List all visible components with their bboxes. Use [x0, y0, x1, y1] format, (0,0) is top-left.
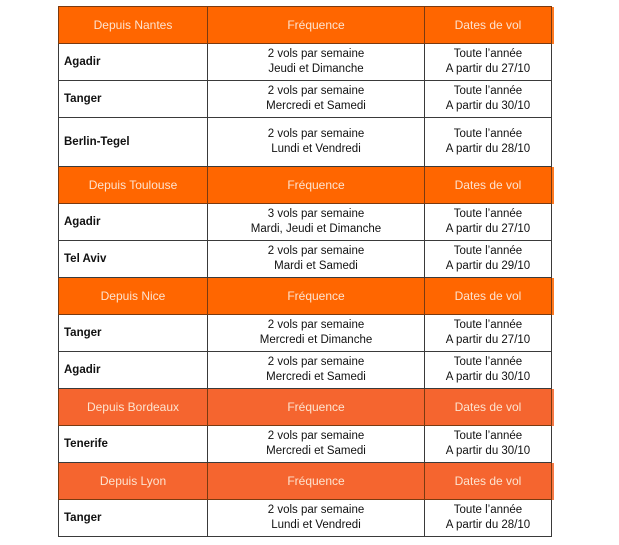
frequency-count: 2 vols par semaine [267, 356, 365, 368]
dates-cell [425, 118, 552, 167]
table-row [59, 315, 552, 352]
origin-header: Depuis Nice [59, 278, 208, 315]
frequency-days: Lundi et Vendredi [271, 519, 361, 531]
frequency-days: Mercredi et Samedi [266, 100, 366, 112]
table-row [59, 426, 552, 463]
table-row [59, 81, 552, 118]
dates-start: A partir du 30/10 [445, 100, 531, 112]
frequency-days: Lundi et Vendredi [271, 143, 361, 155]
frequency-cell [208, 315, 425, 352]
dates-header: Dates de vol [425, 463, 552, 500]
origin-header: Depuis Lyon [59, 463, 208, 500]
dates-start: A partir du 29/10 [445, 260, 531, 272]
dates-period: Toute l’année [453, 85, 523, 97]
dates-cell [425, 241, 552, 278]
destination-cell: Agadir [59, 352, 208, 389]
origin-header: Depuis Nantes [59, 7, 208, 44]
frequency-count: 2 vols par semaine [267, 245, 365, 257]
dates-period: Toute l’année [453, 245, 523, 257]
dates-cell [425, 426, 552, 463]
frequency-days: Mercredi et Samedi [266, 371, 366, 383]
frequency-days: Mardi et Samedi [274, 260, 358, 272]
flight-schedule-table-container [58, 6, 552, 537]
dates-cell [425, 81, 552, 118]
dates-header: Dates de vol [425, 7, 552, 44]
frequency-cell [208, 426, 425, 463]
dates-start: A partir du 27/10 [445, 223, 531, 235]
frequency-count: 2 vols par semaine [267, 430, 365, 442]
destination-cell: Tanger [59, 315, 208, 352]
frequency-count: 3 vols par semaine [267, 208, 365, 220]
dates-period: Toute l’année [453, 48, 523, 60]
frequency-header: Fréquence [208, 463, 425, 500]
dates-header: Dates de vol [425, 389, 552, 426]
table-row [59, 204, 552, 241]
section-header-lyon [59, 463, 552, 500]
dates-header: Dates de vol [425, 278, 552, 315]
dates-start: A partir du 27/10 [445, 334, 531, 346]
section-header-toulouse [59, 167, 552, 204]
frequency-count: 2 vols par semaine [267, 504, 365, 516]
frequency-days: Mardi, Jeudi et Dimanche [250, 223, 382, 235]
frequency-header: Fréquence [208, 167, 425, 204]
origin-header: Depuis Bordeaux [59, 389, 208, 426]
frequency-cell [208, 81, 425, 118]
frequency-count: 2 vols par semaine [267, 48, 365, 60]
dates-start: A partir du 30/10 [445, 445, 531, 457]
dates-cell [425, 315, 552, 352]
dates-period: Toute l’année [453, 208, 523, 220]
dates-period: Toute l’année [453, 430, 523, 442]
destination-cell: Berlin-Tegel [59, 118, 208, 167]
frequency-cell [208, 241, 425, 278]
table-row [59, 118, 552, 167]
flight-schedule-table [58, 6, 552, 537]
frequency-header: Fréquence [208, 278, 425, 315]
frequency-days: Mercredi et Dimanche [259, 334, 373, 346]
section-header-bordeaux [59, 389, 552, 426]
frequency-days: Jeudi et Dimanche [268, 63, 364, 75]
dates-period: Toute l’année [453, 356, 523, 368]
frequency-count: 2 vols par semaine [267, 85, 365, 97]
dates-start: A partir du 28/10 [445, 519, 531, 531]
frequency-cell [208, 352, 425, 389]
frequency-count: 2 vols par semaine [267, 128, 365, 140]
frequency-cell [208, 500, 425, 537]
frequency-cell [208, 118, 425, 167]
frequency-cell [208, 204, 425, 241]
destination-cell: Agadir [59, 44, 208, 81]
frequency-cell [208, 44, 425, 81]
dates-start: A partir du 28/10 [445, 143, 531, 155]
dates-period: Toute l’année [453, 504, 523, 516]
frequency-header: Fréquence [208, 7, 425, 44]
dates-period: Toute l’année [453, 128, 523, 140]
table-row [59, 44, 552, 81]
table-row [59, 500, 552, 537]
origin-header: Depuis Toulouse [59, 167, 208, 204]
dates-period: Toute l’année [453, 319, 523, 331]
dates-cell [425, 352, 552, 389]
destination-cell: Tel Aviv [59, 241, 208, 278]
frequency-count: 2 vols par semaine [267, 319, 365, 331]
dates-cell [425, 204, 552, 241]
destination-cell: Agadir [59, 204, 208, 241]
dates-cell [425, 500, 552, 537]
table-row [59, 241, 552, 278]
destination-cell: Tenerife [59, 426, 208, 463]
table-row [59, 352, 552, 389]
dates-start: A partir du 30/10 [445, 371, 531, 383]
dates-start: A partir du 27/10 [445, 63, 531, 75]
section-header-nantes [59, 7, 552, 44]
section-header-nice [59, 278, 552, 315]
destination-cell: Tanger [59, 81, 208, 118]
frequency-days: Mercredi et Samedi [266, 445, 366, 457]
dates-header: Dates de vol [425, 167, 552, 204]
destination-cell: Tanger [59, 500, 208, 537]
frequency-header: Fréquence [208, 389, 425, 426]
dates-cell [425, 44, 552, 81]
